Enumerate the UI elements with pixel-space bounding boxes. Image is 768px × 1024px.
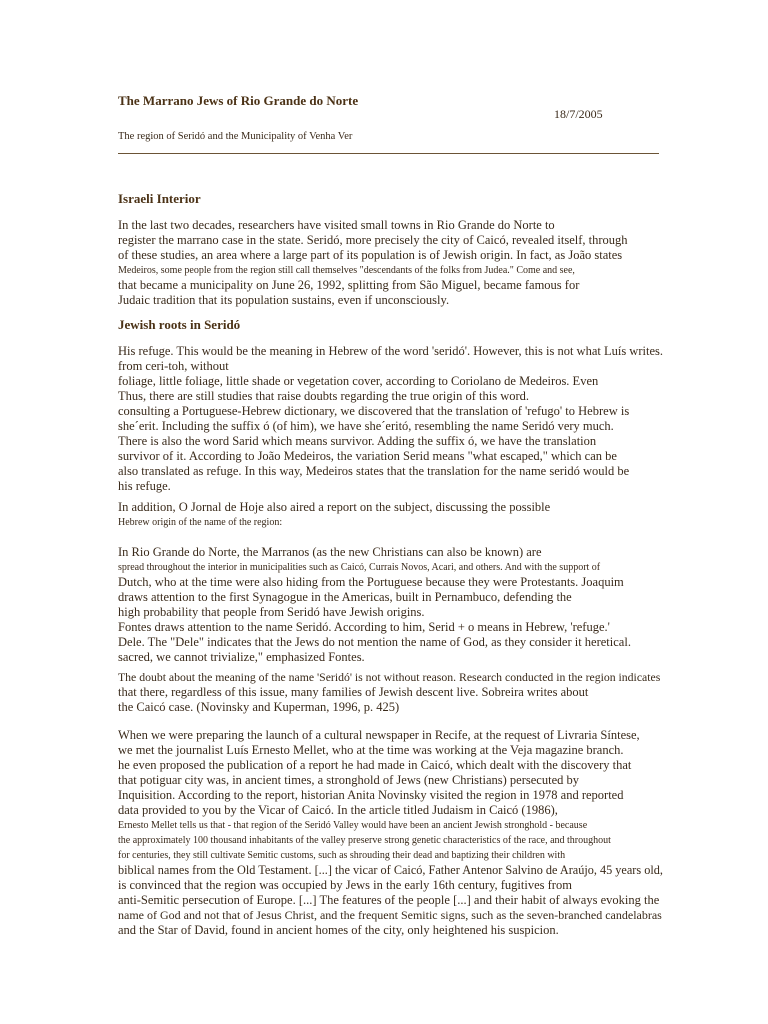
paragraph-6	[118, 728, 663, 938]
text-line: Fontes draws attention to the name Seridó. According to him, Serid + o means in Hebrew, 'refuge.'	[118, 620, 610, 634]
text-line: the approximately 100 thousand inhabitants of the valley preserve strong genetic characteristics of the race, and throughout	[118, 835, 611, 846]
paragraph-5	[118, 670, 663, 715]
text-line: he even proposed the publication of a report he had made in Caicó, which dealt with the discovery that	[118, 758, 632, 772]
text-line: high probability that people from Seridó have Jewish origins.	[118, 605, 425, 619]
text-line: His refuge. This would be the meaning in Hebrew of the word 'seridó'. However, this is not what Luís writes.	[118, 344, 663, 358]
paragraph-4	[118, 545, 663, 665]
text-line: she´erit. Including the suffix ó (of him), we have she´eritó, resembling the name Seridó very much.	[118, 419, 614, 433]
heading-jewish-roots: Jewish roots in Seridó	[118, 317, 241, 332]
text-line: Judaic tradition that its population sustains, even if unconsciously.	[118, 293, 450, 307]
document-date: 18/7/2005	[554, 107, 603, 121]
text-line: In addition, O Jornal de Hoje also aired a report on the subject, discussing the possible	[118, 500, 551, 514]
text-line: When we were preparing the launch of a cultural newspaper in Recife, at the request of Livraria Síntese,	[118, 728, 640, 742]
text-line: we met the journalist Luís Ernesto Mellet, who at the time was working at the Veja magazine branch.	[118, 743, 624, 757]
text-line: survivor of it. According to João Medeiros, the variation Serid means "what escaped," which can be	[118, 449, 617, 463]
text-line: Ernesto Mellet tells us that - that region of the Seridó Valley would have been an ancient Jewish stronghold - because	[118, 820, 588, 831]
text-line: of these studies, an area where a large part of its population is of Jewish origin. In fact, as João states	[118, 248, 623, 262]
text-line: his refuge.	[118, 479, 171, 493]
paragraph-3	[118, 500, 663, 530]
text-line: is convinced that the region was occupied by Jews in the early 16th century, fugitives from	[118, 878, 572, 892]
heading-israeli-interior: Israeli Interior	[118, 191, 201, 206]
horizontal-rule	[118, 153, 659, 154]
text-line: consulting a Portuguese-Hebrew dictionary, we discovered that the translation of 'refugo' to Hebrew is	[118, 404, 630, 418]
text-line: In the last two decades, researchers have visited small towns in Rio Grande do Norte to	[118, 218, 555, 232]
text-line: There is also the word Sarid which means survivor. Adding the suffix ó, we have the translation	[118, 434, 597, 448]
text-line: draws attention to the first Synagogue in the Americas, built in Pernambuco, defending the	[118, 590, 572, 604]
text-line: Dele. The "Dele" indicates that the Jews do not mention the name of God, as they consider it heretical.	[118, 635, 631, 649]
text-line: The doubt about the meaning of the name 'Seridó' is not without reason. Research conducted in the region indicates	[118, 671, 661, 684]
text-line: anti-Semitic persecution of Europe. [...] The features of the people [...] and their habit of always evoking the	[118, 893, 660, 907]
text-line: name of God and not that of Jesus Christ, and the frequent Semitic signs, such as the seven-branched candelabras	[118, 908, 662, 922]
text-line: foliage, little foliage, little shade or vegetation cover, according to Coriolano de Medeiros. Even	[118, 374, 599, 388]
text-line: for centuries, they still cultivate Semitic customs, such as shrouding their dead and baptizing their children with	[118, 850, 566, 861]
text-line: that there, regardless of this issue, many families of Jewish descent live. Sobreira writes about	[118, 685, 589, 699]
text-line: Dutch, who at the time were also hiding from the Portuguese because they were Protestants. Joaquim	[118, 575, 624, 589]
text-line: Hebrew origin of the name of the region:	[118, 517, 283, 528]
text-line: that potiguar city was, in ancient times, a stronghold of Jews (new Christians) persecuted by	[118, 773, 580, 787]
text-line: biblical names from the Old Testament. [...] the vicar of Caicó, Father Antenor Salvino de Araújo, 45 years old,	[118, 863, 663, 877]
text-line: spread throughout the interior in municipalities such as Caicó, Currais Novos, Acari, and others. And with the support of	[118, 562, 601, 573]
text-line: Thus, there are still studies that raise doubts regarding the true origin of this word.	[118, 389, 530, 403]
text-line: sacred, we cannot trivialize," emphasized Fontes.	[118, 650, 365, 664]
text-line: also translated as refuge. In this way, Medeiros states that the translation for the name seridó would be	[118, 464, 630, 478]
text-line: In Rio Grande do Norte, the Marranos (as the new Christians can also be known) are	[118, 545, 542, 559]
document-subtitle: The region of Seridó and the Municipality of Venha Ver	[118, 131, 353, 142]
text-line: and the Star of David, found in ancient homes of the city, only heightened his suspicion.	[118, 923, 559, 937]
text-line: Inquisition. According to the report, historian Anita Novinsky visited the region in 1978 and reported	[118, 788, 624, 802]
text-line: the Caicó case. (Novinsky and Kuperman, 1996, p. 425)	[118, 700, 400, 714]
document-title: The Marrano Jews of Rio Grande do Norte	[118, 93, 359, 108]
text-line: from ceri-toh, without	[118, 359, 229, 373]
text-line: register the marrano case in the state. Seridó, more precisely the city of Caicó, revealed itself, through	[118, 233, 628, 247]
text-line: that became a municipality on June 26, 1992, splitting from São Miguel, became famous for	[118, 278, 580, 292]
text-line: Medeiros, some people from the region still call themselves "descendants of the folks from Judea." Come and see,	[118, 265, 575, 276]
paragraph-2	[118, 344, 663, 494]
paragraph-1	[118, 218, 663, 308]
text-line: data provided to you by the Vicar of Caicó. In the article titled Judaism in Caicó (1986),	[118, 803, 558, 817]
